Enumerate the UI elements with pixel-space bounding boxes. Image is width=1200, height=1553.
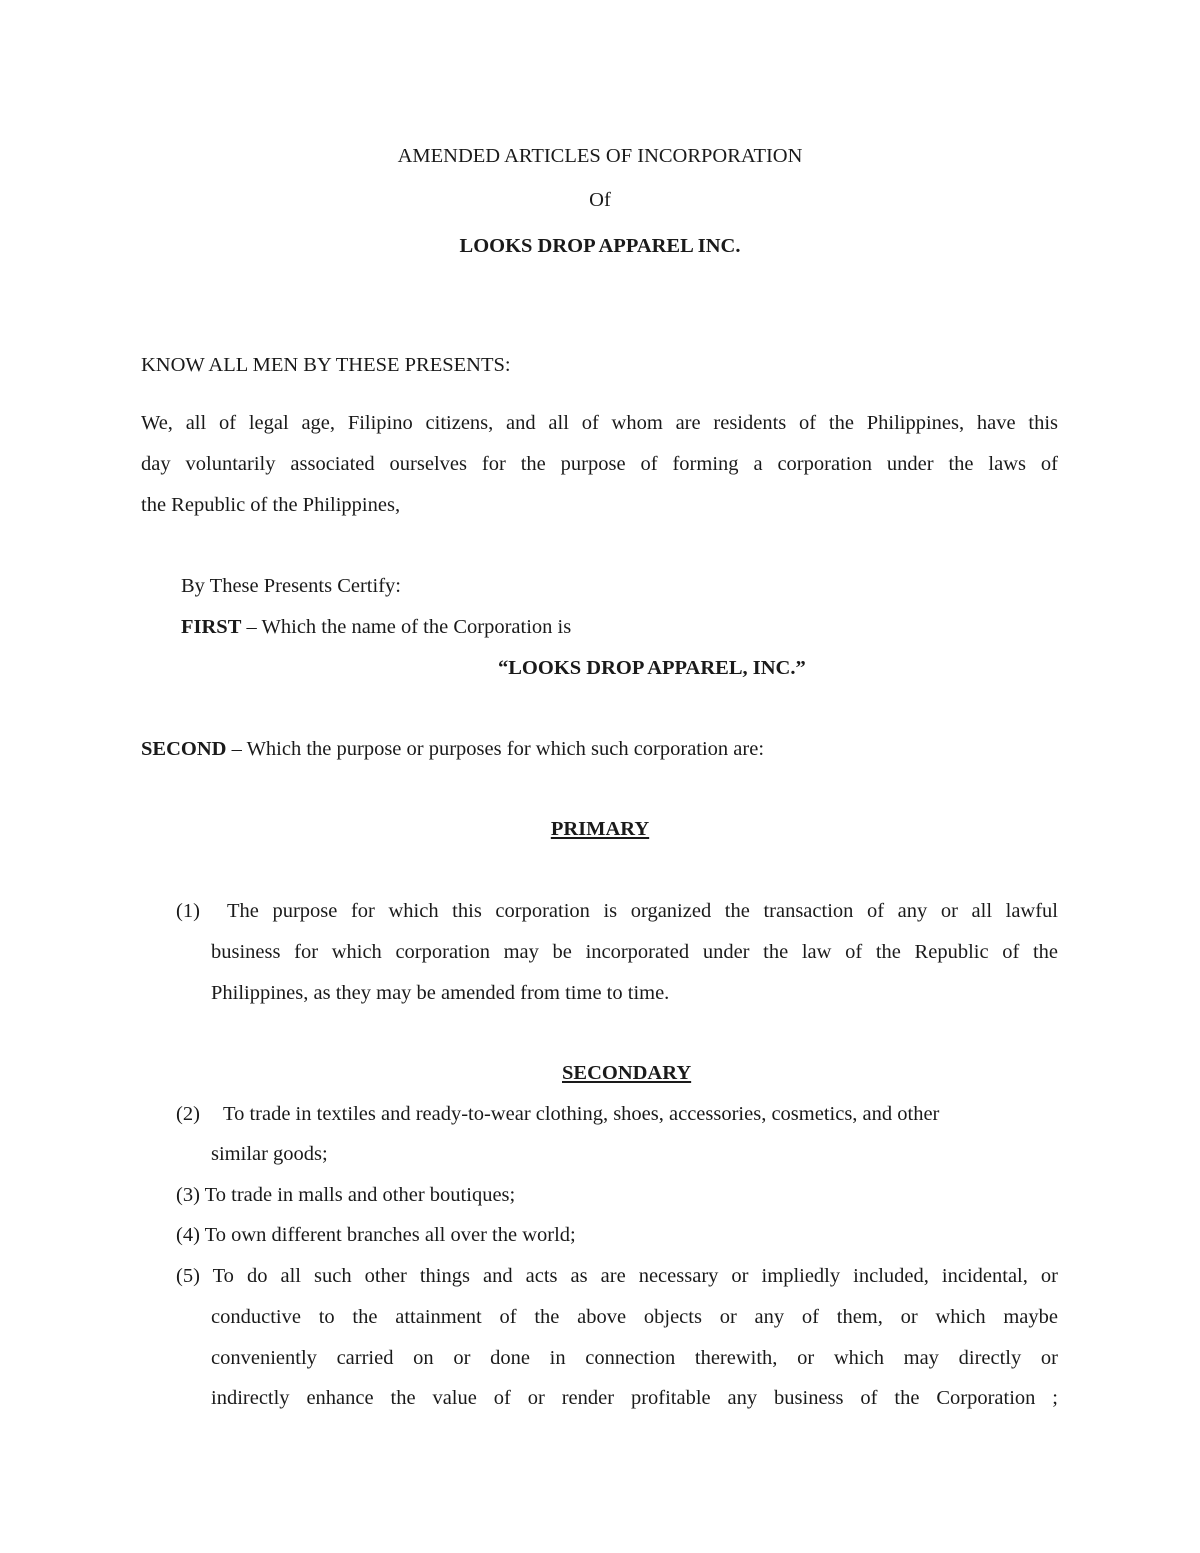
primary-item-1-number: (1) [176,900,200,922]
secondary-item-5-line-1: (5) To do all such other things and acts as are necessary or impliedly included, incidental, or [176,1265,1058,1287]
corporation-name [498,655,806,681]
know-all-men: KNOW ALL MEN BY THESE PRESENTS: [141,354,511,376]
primary-item-1-line-2: business for which corporation may be incorporated under the law of the Republic of the [211,941,1058,963]
secondary-item-2-number: (2) [176,1103,200,1125]
primary-item-1-line-1: The purpose for which this corporation is organized the transaction of any or all lawful [227,900,1058,922]
secondary-item-5-line-4: indirectly enhance the value of or render profitable any business of the Corporation ; [211,1387,1058,1409]
secondary-item-3: (3) To trade in malls and other boutiques; [176,1184,516,1206]
intro-paragraph-line-3: the Republic of the Philippines, [141,494,401,516]
second-text: – Which the purpose or purposes for which such corporation are: [226,738,765,760]
first-clause [181,614,571,640]
secondary-item-5-line-2: conductive to the attainment of the above objects or any of them, or which maybe [211,1306,1058,1328]
first-text: – Which the name of the Corporation is [241,616,572,638]
company-name-bold: LOOKS DROP APPAREL INC. [459,235,741,257]
company-name-heading [0,233,1200,259]
secondary-item-2-line-1: To trade in textiles and ready-to-wear clothing, shoes, accessories, cosmetics, and other [223,1103,940,1125]
second-clause [141,736,764,762]
document-title: AMENDED ARTICLES OF INCORPORATION [397,145,803,167]
second-label: SECOND [141,738,227,760]
secondary-item-2-line-2: similar goods; [211,1143,328,1165]
primary-heading [0,816,1200,842]
secondary-item-4: (4) To own different branches all over the world; [176,1224,576,1246]
primary-item-1-line-3: Philippines, as they may be amended from time to time. [211,982,670,1004]
secondary-heading-text: SECONDARY [562,1062,692,1084]
secondary-heading [562,1060,691,1086]
secondary-item-5-line-3: conveniently carried on or done in connection therewith, or which may directly or [211,1347,1058,1369]
of-line: Of [589,189,611,211]
intro-paragraph-line-1: We, all of legal age, Filipino citizens, and all of whom are residents of the Philippines, have this [141,412,1058,434]
primary-heading-text: PRIMARY [550,818,650,840]
corporation-name-bold: “LOOKS DROP APPAREL, INC.” [498,657,806,679]
first-label: FIRST [181,616,242,638]
by-these-presents: By These Presents Certify: [181,575,401,597]
intro-paragraph-line-2: day voluntarily associated ourselves for the purpose of forming a corporation under the laws of [141,453,1058,475]
